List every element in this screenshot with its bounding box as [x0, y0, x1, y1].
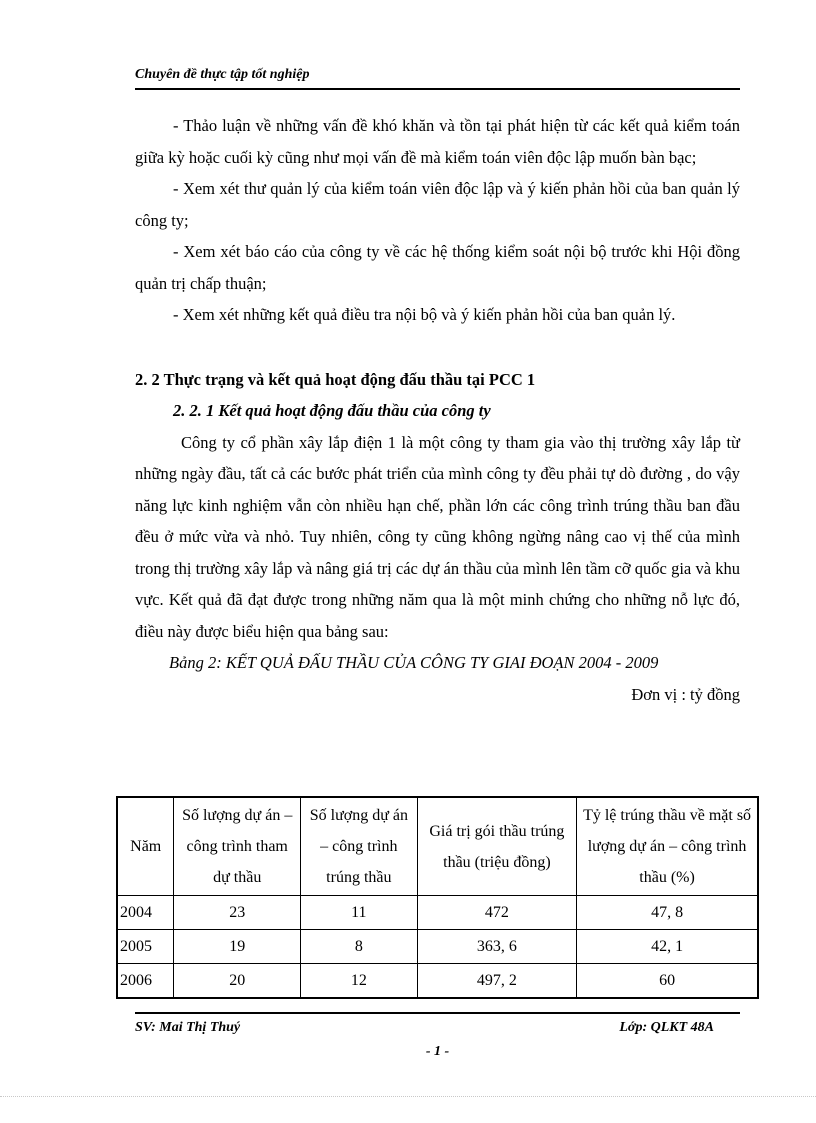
cell-year: 2006 [117, 964, 174, 999]
page-number: - 1 - [425, 1044, 450, 1059]
cell-wins: 12 [301, 964, 418, 999]
table-row [117, 930, 758, 964]
header-bids: Số lượng dự án – công trình tham dự thầu [174, 797, 301, 896]
cell-rate: 60 [577, 964, 758, 999]
cell-year: 2004 [117, 896, 174, 930]
paragraph: - Xem xét những kết quả điều tra nội bộ và ý kiến phản hồi của ban quản lý. [173, 305, 676, 324]
document-body [135, 110, 740, 710]
cell-bids: 20 [174, 964, 301, 999]
section-body: Công ty cổ phần xây lắp điện 1 là một công ty tham gia vào thị trường xây lắp từ những ngày đầu, tất cả các bước phát triển của mình công ty đều phải tự dò đường , do vậy năng lực kinh nghiệm vẫn còn nhiều hạn chế, phần lớn các công trình trúng thầu ban đầu đều ở mức vừa và nhỏ. Tuy nhiên, công ty cũng không ngừng nâng cao vị thế của mình trong thị trường xây lắp và nâng giá trị các dự án thầu của mình lên tầm cỡ quốc gia và khu vực. Kết quả đã đạt được trong những năm qua là một minh chứng cho những nỗ lực đó, điều này được biểu hiện qua bảng sau: [135, 432, 740, 641]
section-heading: 2. 2 Thực trạng và kết quả hoạt động đấu thầu tại PCC 1 [135, 369, 536, 389]
table-row [117, 964, 758, 999]
cell-bids: 23 [174, 896, 301, 930]
paragraph: - Thảo luận về những vấn đề khó khăn và tồn tại phát hiện từ các kết quả kiểm toán giữa kỳ hoặc cuối kỳ cũng như mọi vấn đề mà kiểm toán viên độc lập muốn bàn bạc; [135, 116, 740, 167]
page-header [135, 64, 740, 90]
cell-value: 363, 6 [417, 930, 576, 964]
table-row [117, 896, 758, 930]
subsection-heading: 2. 2. 1 Kết quả hoạt động đấu thầu của công ty [173, 401, 491, 420]
cell-value: 497, 2 [417, 964, 576, 999]
cell-bids: 19 [174, 930, 301, 964]
cell-year: 2005 [117, 930, 174, 964]
header-wins: Số lượng dự án – công trình trúng thầu [301, 797, 418, 896]
header-value: Giá trị gói thầu trúng thầu (triệu đồng) [417, 797, 576, 896]
cell-wins: 8 [301, 930, 418, 964]
header-title: Chuyên đề thực tập tốt nghiệp [135, 67, 310, 82]
page-divider [0, 1096, 816, 1097]
header-rate: Tỷ lệ trúng thầu về mặt số lượng dự án – công trình thầu (%) [577, 797, 758, 896]
table-caption: Bảng 2: KẾT QUẢ ĐẤU THẦU CỦA CÔNG TY GIAI ĐOẠN 2004 - 2009 [169, 653, 659, 672]
cell-value: 472 [417, 896, 576, 930]
footer-class: Lớp: QLKT 48A [619, 1020, 714, 1035]
results-table [116, 796, 759, 999]
footer-student: SV: Mai Thị Thuý [135, 1020, 241, 1035]
cell-wins: 11 [301, 896, 418, 930]
table-unit: Đơn vị : tỷ đồng [631, 684, 740, 704]
cell-rate: 42, 1 [577, 930, 758, 964]
paragraph: - Xem xét thư quản lý của kiểm toán viên độc lập và ý kiến phản hồi của ban quản lý công ty; [135, 179, 740, 230]
cell-rate: 47, 8 [577, 896, 758, 930]
paragraph: - Xem xét báo cáo của công ty về các hệ thống kiểm soát nội bộ trước khi Hội đồng quản trị chấp thuận; [135, 242, 740, 293]
page-footer [135, 1012, 740, 1059]
header-year: Năm [117, 797, 174, 896]
table-header-row [117, 797, 758, 896]
